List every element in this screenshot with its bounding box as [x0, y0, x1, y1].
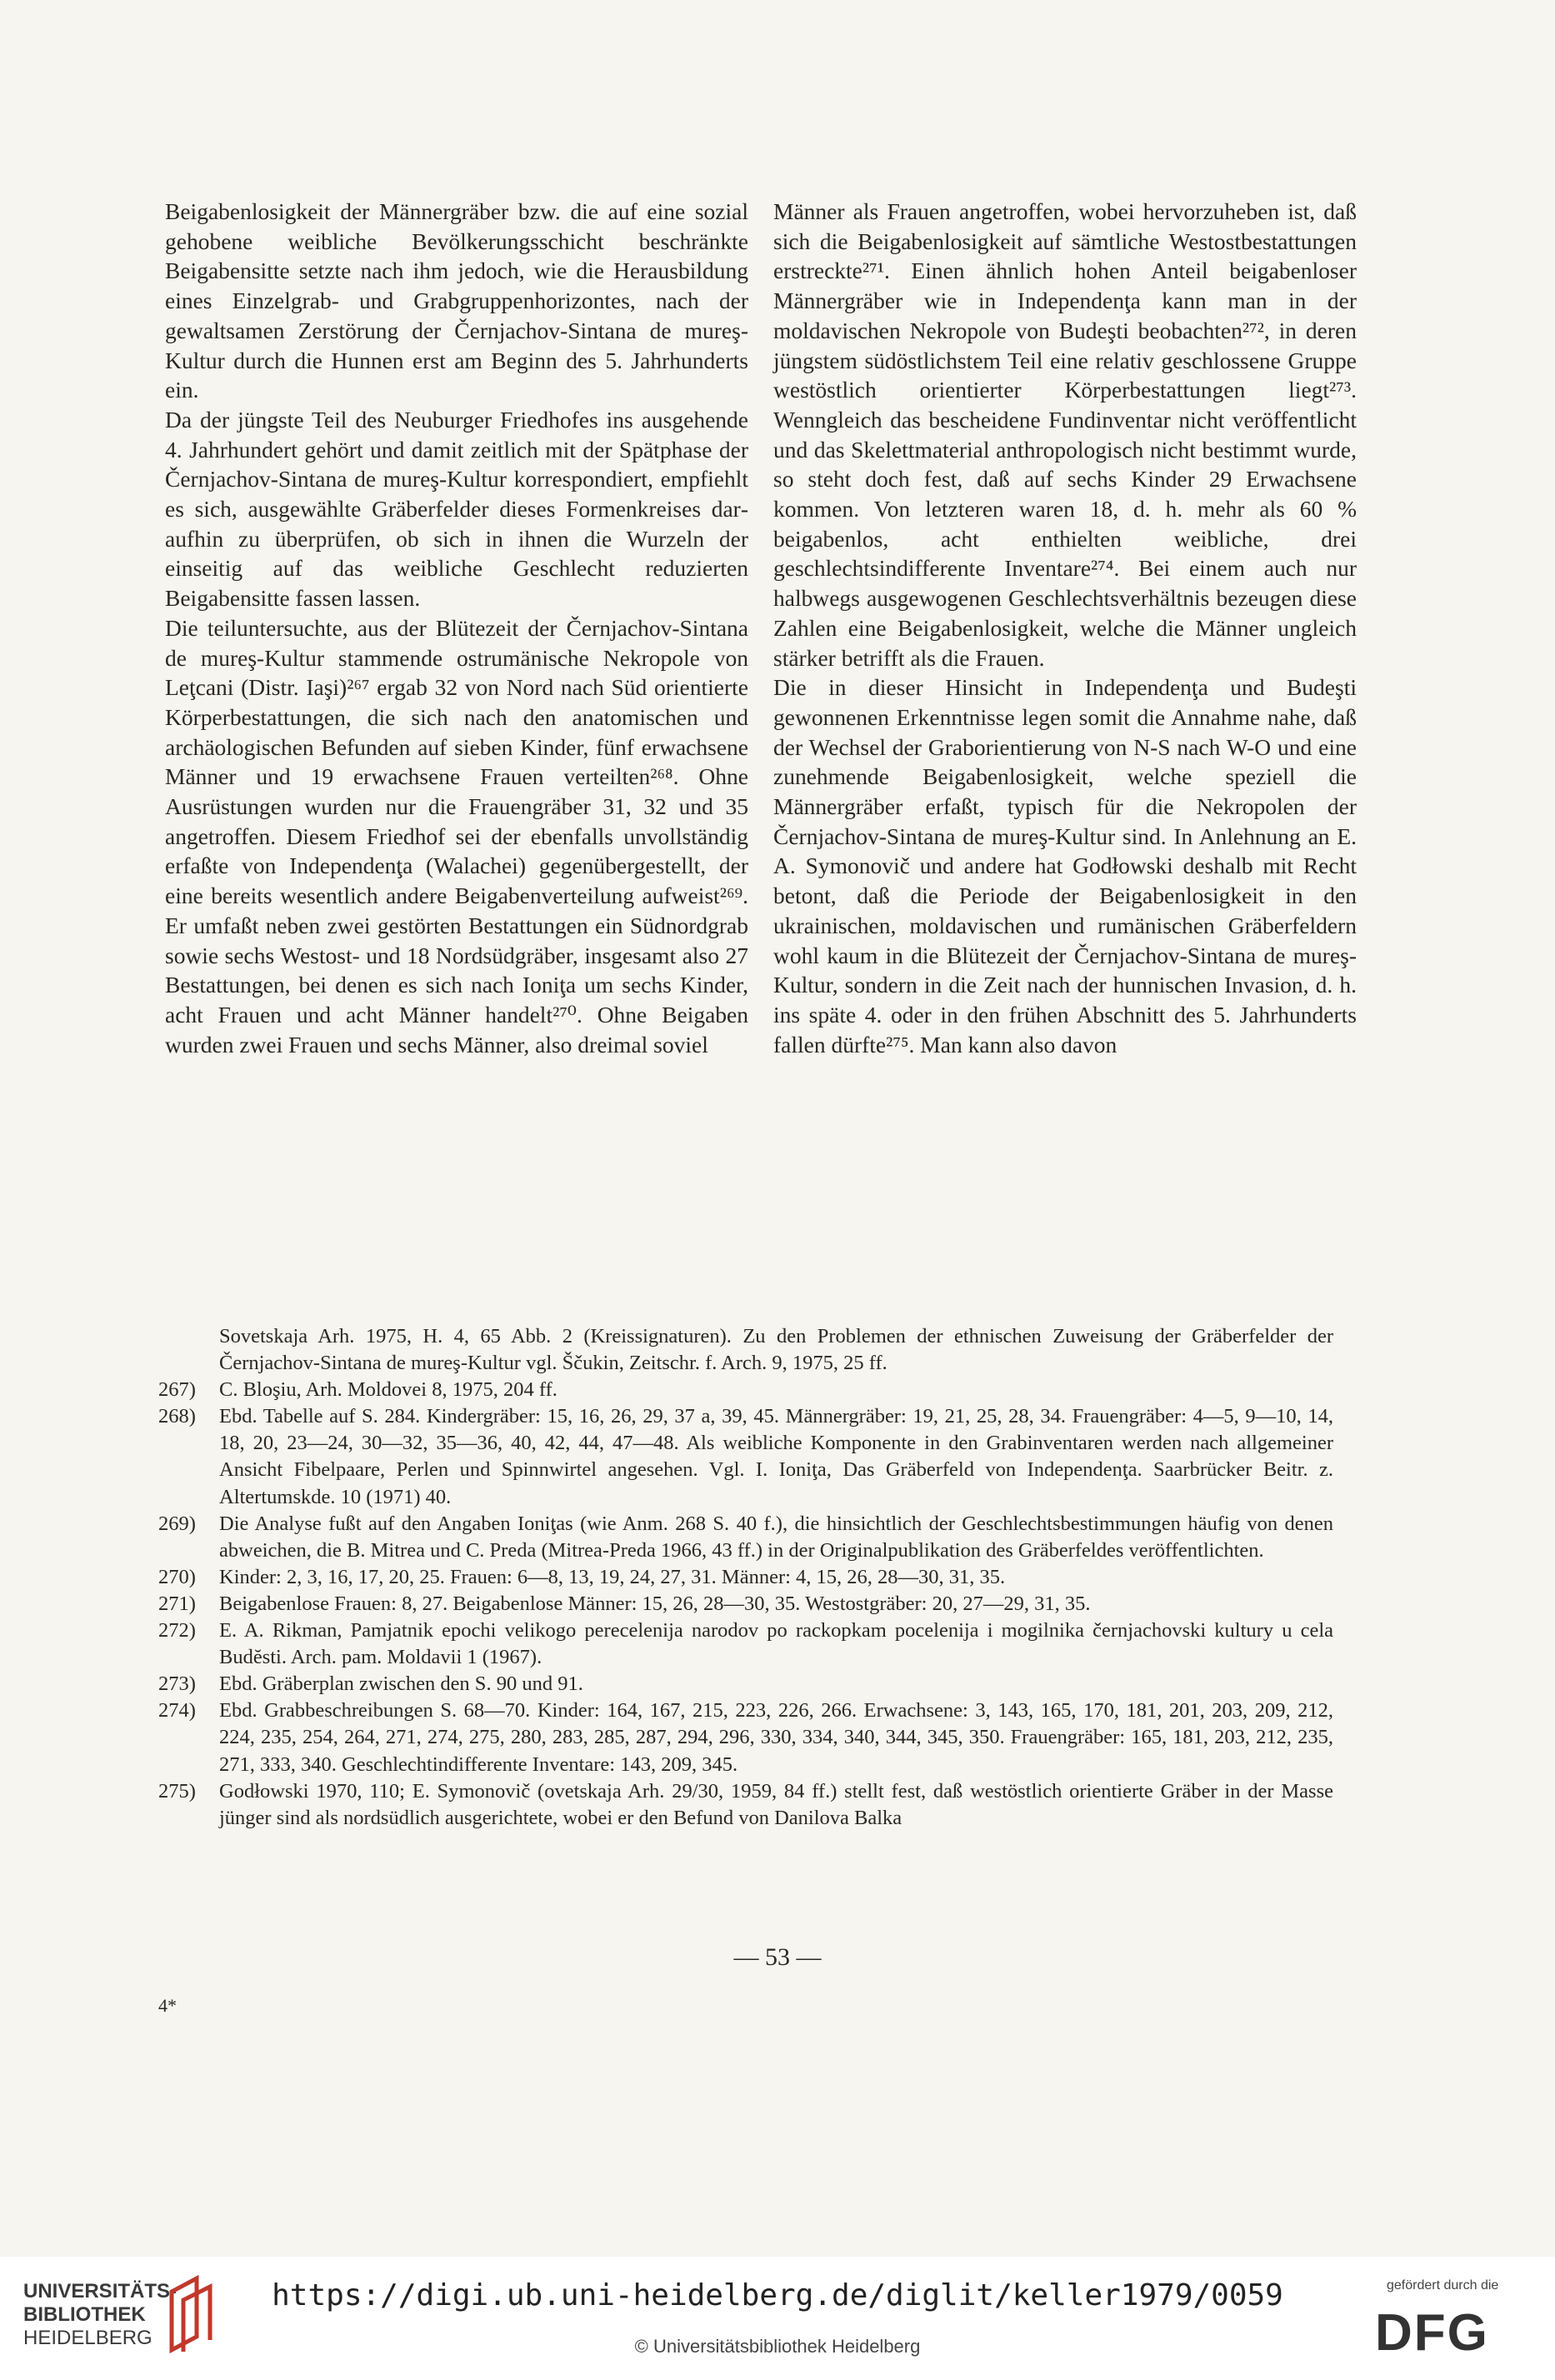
- paragraph: Die teiluntersuchte, aus der Blütezeit der Černjachov-Sintana de mureş-Kultur stammende ostrumänische Nekropole von Leţcani (Distr. Iaşi)²⁶⁷ ergab 32 von Nord nach Süd orientierte Körperbestattungen, die sich nach den anatomischen und archäologischen Befunden auf sieben Kinder, fünf erwachsene Männer und 19 erwachsene Frauen verteilten²⁶⁸. Ohne Ausrüstungen wurden nur die Frauengräber 31, 32 und 35 angetroffen. Diesem Friedhof sei der ebenfalls unvollständig erfaßte von Independenţa (Walachei) gegenübergestellt, der eine bereits wesentlich andere Beigabenverteilung aufweist²⁶⁹. Er umfaßt neben zwei gestörten Bestattungen ein Südnordgrab sowie sechs Westost- und 18 Nordsüdgräber, insgesamt also 27 Bestattungen, bei denen es sich nach Ioniţa um sechs Kinder, acht Frauen und acht Männer handelt²⁷⁰. Ohne Beigaben wurden zwei Frauen und sechs Männer, also dreimal soviel: [165, 614, 748, 1058]
- right-text-column: [773, 197, 1357, 1059]
- copyright-text: © Universitätsbibliothek Heidelberg: [634, 2336, 921, 2357]
- footnote: 271) Beigabenlose Frauen: 8, 27. Beigabenlose Männer: 15, 26, 28—30, 35. Westostgräber: 20, 27—29, 31, 35.: [158, 1591, 1333, 1618]
- footnote: 267) C. Bloşiu, Arh. Moldovei 8, 1975, 204 ff.: [158, 1377, 1333, 1403]
- footnote-number: 268): [158, 1405, 196, 1428]
- footnote: 269) Die Analyse fußt auf den Angaben Ioniţas (wie Anm. 268 S. 40 f.), die hinsichtlich der Geschlechtsbestimmungen häufig von denen abweichen, die B. Mitrea und C. Preda (Mitrea-Preda 1966, 43 ff.) in der Originalpublikation des Gräberfeldes veröffentlichten.: [158, 1512, 1333, 1562]
- footnote: 272) E. A. Rikman, Pamjatnik epochi velikogo perecelenija narodov po rackopkam pocelenija i mogilnika černjachovski kultury u cela Budĕsti. Arch. pam. Moldavii 1 (1967).: [158, 1619, 1333, 1669]
- left-text-column: [165, 197, 748, 1059]
- footnote-number: 272): [158, 1619, 196, 1642]
- permalink-url[interactable]: https://digi.ub.uni-heidelberg.de/diglit/keller1979/0059: [272, 2278, 1283, 2312]
- footnote-number: 270): [158, 1565, 196, 1588]
- footnote-number: 269): [158, 1512, 196, 1535]
- footnote: Sovetskaja Arh. 1975, H. 4, 65 Abb. 2 (Kreissignaturen). Zu den Problemen der ethnischen Zuweisung der Gräberfelder der Černjachov-Sintana de mureş-Kultur vgl. Ščukin, Zeitschr. f. Arch. 9, 1975, 25 ff.: [219, 1325, 1333, 1375]
- paragraph: Da der jüngste Teil des Neuburger Friedhofes ins ausgehende 4. Jahrhundert gehört und damit zeitlich mit der Spätphase der Černjachov-Sintana de mureş-Kultur korrespondiert, empfiehlt es sich, ausgewählte Gräberfelder dieses Formenkreises daraufhin zu überprüfen, ob sich in ihnen die Wurzeln der einseitig auf das weibliche Geschlecht reduzierten Beigabensitte fassen lassen.: [165, 406, 748, 612]
- footnote: 273) Ebd. Gräberplan zwischen den S. 90 und 91.: [158, 1671, 1333, 1698]
- footnote: 268) Ebd. Tabelle auf S. 284. Kindergräber: 15, 16, 26, 29, 37 a, 39, 45. Männergräber: 19, 21, 25, 28, 34. Frauengräber: 4—5, 9—10, 14, 18, 20, 23—24, 30—32, 35—36, 40, 42, 44, 47—48. Als weibliche Komponente in den Grabinventaren werden nach allgemeiner Ansicht Fibelpaare, Perlen und Spinnwirtel angesehen. Vgl. I. Ioniţa, Das Gräberfeld von Independenţa. Saarbrücker Beitr. z. Altertumskde. 10 (1971) 40.: [158, 1405, 1333, 1508]
- footnote-number: 271): [158, 1592, 196, 1615]
- paragraph: Die in dieser Hinsicht in Independenţa und Budeşti gewonnenen Erkenntnisse legen somit die Annahme nahe, daß der Wechsel der Graborientierung von N-S nach W-O und eine zunehmende Beigabenlosigkeit, welche speziell die Männergräber erfaßt, typisch für die Nekropolen der Černjachov-Sintana de mureş-Kultur sind. In Anlehnung an E. A. Symonovič und andere hat Godłowski deshalb mit Recht betont, daß die Periode der Beigabenlosigkeit in den ukrainischen, moldavischen und rumänischen Gräberfeldern wohl kaum in die Blütezeit der Černjachov-Sintana de mureş-Kultur, sondern in die Zeit nach der hunnischen Invasion, d. h. ins späte 4. oder in den frühen Abschnitt des 5. Jahrhunderts fallen dürfte²⁷⁵. Man kann also davon: [773, 674, 1357, 1058]
- footnotes: [158, 1323, 1333, 1832]
- paragraph: Beigabenlosigkeit der Männergräber bzw. die auf eine sozial gehobene weibliche Bevölkerungsschicht beschränkte Beigabensitte setzte nach ihm jedoch, wie die Herausbildung eines Einzelgrab- und Grabgruppenhorizontes, nach der gewaltsamen Zerstörung der Černjachov-Sintana de mureş-Kultur durch die Hunnen erst am Beginn des 5. Jahrhunderts ein.: [165, 198, 748, 403]
- signature-mark: 4*: [158, 1995, 177, 2016]
- funded-by-label: gefördert durch die: [1387, 2278, 1499, 2292]
- footnote-number: 274): [158, 1699, 196, 1722]
- library-name[interactable]: UNIVERSITÄTS- BIBLIOTHEK HEIDELBERG: [23, 2280, 178, 2349]
- page-number: — 53 —: [733, 1943, 822, 1971]
- footnote: 270) Kinder: 2, 3, 16, 17, 20, 25. Frauen: 6—8, 13, 19, 24, 27, 31. Männer: 4, 15, 26, 28—30, 31, 35.: [158, 1564, 1333, 1591]
- footer-bar: [0, 2257, 1555, 2380]
- footnote-number: 267): [158, 1378, 196, 1402]
- paragraph: Männer als Frauen angetroffen, wobei hervorzuheben ist, daß sich die Beigabenlosigkeit auf sämtliche Westostbestattungen erstreckte²⁷¹. Einen ähnlich hohen Anteil beigabenloser Männergräber wie in Independenţa kann man in der moldavischen Nekropole von Budeşti beobachten²⁷², in deren jüngstem südöstlichstem Teil eine relativ geschlossene Gruppe westöstlich orientierter Körperbestattungen liegt²⁷³. Wenngleich das bescheidene Fundinventar nicht veröffentlicht und das Skelettmaterial anthropologisch nicht bestimmt wurde, so steht doch fest, daß auf sechs Kinder 29 Erwachsene kommen. Von letzteren waren 18, d. h. mehr als 60 % beigabenlos, acht enthielten weibliche, drei geschlechtsindifferente Inventare²⁷⁴. Bei einem auch nur halbwegs ausgewogenen Geschlechtsverhältnis bezeugen diese Zahlen eine Beigabenlosigkeit, welche die Männer ungleich stärker betrifft als die Frauen.: [773, 198, 1357, 671]
- footnote-number: 273): [158, 1672, 196, 1696]
- dfg-logo[interactable]: DFG: [1375, 2304, 1489, 2362]
- footnote-number: 275): [158, 1779, 196, 1802]
- footnote: 274) Ebd. Grabbeschreibungen S. 68—70. Kinder: 164, 167, 215, 223, 226, 266. Erwachsene: 3, 143, 165, 170, 181, 201, 203, 209, 212, 224, 235, 254, 264, 271, 274, 275, 280, 283, 285, 287, 294, 296, 330, 334, 340, 344, 345, 350. Frauengräber: 165, 181, 203, 212, 235, 271, 333, 340. Geschlechtindifferente Inventare: 143, 209, 345.: [158, 1699, 1333, 1776]
- footnote: 275) Godłowski 1970, 110; E. Symonovič (ovetskaja Arh. 29/30, 1959, 84 ff.) stellt fest, daß westöstlich orientierte Gräber in der Masse jünger sind als nordsüdlich ausgerichtete, wobei er den Befund von Danilova Balka: [158, 1779, 1333, 1829]
